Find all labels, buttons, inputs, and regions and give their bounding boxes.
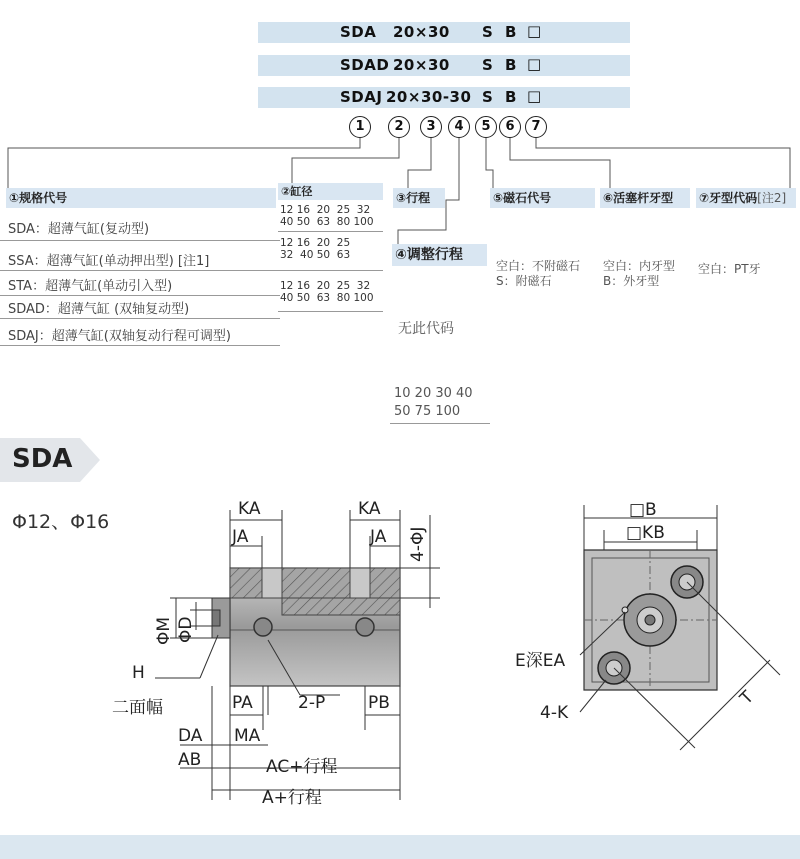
dim-ja-right: JA (370, 527, 387, 547)
model-s: S (482, 56, 494, 74)
code-number-circle: 5 (475, 116, 497, 138)
dim-phi-d: ΦD (176, 616, 196, 643)
bore-values: 40 50 63 80 100 (280, 292, 374, 304)
bore-divider (278, 311, 383, 312)
thread-code-label: ⑦牙型代码 (699, 191, 758, 205)
code-number-circle: 3 (420, 116, 442, 138)
dim-h: H (132, 663, 145, 683)
model-b: B (505, 88, 517, 106)
dim-ka-right: KA (358, 499, 381, 519)
code-number-circle: 4 (448, 116, 470, 138)
dim-ka-left: KA (238, 499, 261, 519)
code-number-circle: 2 (388, 116, 410, 138)
dim-ac-stroke: AC+行程 (266, 757, 338, 777)
model-b: B (505, 23, 517, 41)
adjust-value: 50 75 100 (394, 404, 461, 419)
spec-divider (0, 345, 280, 346)
code-number-circle: 6 (499, 116, 521, 138)
thread-option: 空白：PT牙 (698, 262, 761, 276)
bore-values: 12 16 20 25 32 (280, 204, 371, 216)
model-dim: 20×30 (393, 56, 450, 74)
dim-pb: PB (368, 693, 390, 713)
dim-t: T (736, 687, 758, 709)
model-b: B (505, 56, 517, 74)
model-box: □ (527, 87, 542, 105)
spec-divider (0, 318, 280, 319)
rod-option: B：外牙型 (603, 274, 660, 288)
spec-item: SDAD：超薄气缸 (双轴复动型) (8, 302, 190, 317)
model-dim: 20×30 (393, 23, 450, 41)
bore-values: 12 16 20 25 (280, 237, 351, 249)
model-dim: 20×30-30 (386, 88, 472, 106)
model-box: □ (527, 22, 542, 40)
section-title: SDA (12, 444, 73, 474)
spec-divider (0, 270, 280, 271)
spec-item: STA：超薄气缸(单动引入型) (8, 279, 173, 294)
adjust-value: 10 20 30 40 (394, 386, 473, 401)
dim-square-kb: □KB (626, 523, 665, 543)
thread-code-header (696, 188, 796, 208)
dim-ab: AB (178, 750, 202, 770)
dim-2-p: 2-P (298, 693, 326, 713)
model-series: SDAD (340, 56, 390, 74)
model-s: S (482, 23, 494, 41)
dim-4-k: 4-K (540, 703, 569, 723)
rod-option: 空白：内牙型 (603, 259, 676, 273)
spec-divider (0, 295, 280, 296)
bottom-band (0, 835, 800, 859)
spec-item: SDAJ：超薄气缸(双轴复动行程可调型) (8, 329, 231, 344)
model-s: S (482, 88, 494, 106)
adjust-stroke-header: ④调整行程 (392, 244, 487, 266)
bore-header: ②缸径 (278, 183, 383, 200)
dim-da: DA (178, 726, 203, 746)
model-series: SDA (340, 23, 377, 41)
bore-size-label: Φ12、Φ16 (12, 511, 110, 533)
model-series: SDAJ (340, 88, 383, 106)
dim-ma: MA (234, 726, 261, 746)
bore-divider (278, 231, 383, 232)
dim-ja-left: JA (232, 527, 249, 547)
bore-divider (278, 270, 383, 271)
bore-values: 32 40 50 63 (280, 249, 351, 261)
dim-e-depth-ea: E深EA (515, 651, 566, 671)
model-box: □ (527, 55, 542, 73)
spec-item: SDA：超薄气缸(复动型) (8, 222, 150, 237)
code-number-circle: 7 (525, 116, 547, 138)
rod-thread-header: ⑥活塞杆牙型 (600, 188, 690, 208)
magnet-option: 空白：不附磁石 (496, 259, 581, 273)
bore-values: 12 16 20 25 32 (280, 280, 371, 292)
dim-two-face: 二面幅 (112, 698, 163, 718)
no-code-text: 无此代码 (398, 321, 454, 337)
side-view-drawing (0, 490, 460, 830)
dim-a-stroke: A+行程 (262, 788, 322, 808)
spec-divider (0, 240, 280, 241)
spec-code-header: ①规格代号 (6, 188, 276, 208)
thread-code-note: [注2] (757, 191, 787, 205)
magnet-header: ⑤磁石代号 (490, 188, 595, 208)
dim-pa: PA (232, 693, 253, 713)
adjust-divider (390, 423, 490, 424)
dim-square-b: □B (629, 500, 657, 520)
dim-4-phi-j: 4-ΦJ (408, 526, 428, 562)
dim-phi-m: ΦM (154, 616, 174, 645)
spec-item: SSA：超薄气缸(单动押出型) [注1] (8, 254, 210, 269)
magnet-option: S：附磁石 (496, 274, 552, 288)
bore-values: 40 50 63 80 100 (280, 216, 374, 228)
code-number-circle: 1 (349, 116, 371, 138)
stroke-header: ③行程 (393, 188, 445, 208)
